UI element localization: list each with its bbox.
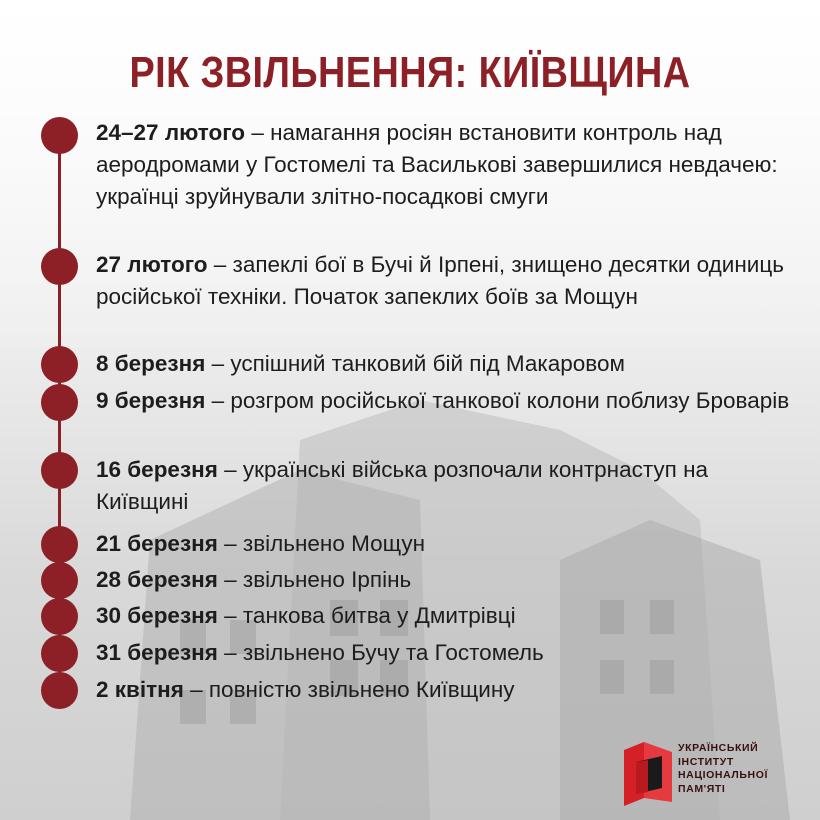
event-description: – звільнено Мощун	[217, 531, 426, 556]
event-date: 27 лютого	[96, 252, 208, 277]
event-description: – запеклі бої в Бучі й Ірпені, знищено десятки одиниць російської техніки. Початок запеклих боїв за Мощун	[96, 252, 784, 309]
event-text	[96, 249, 796, 313]
logo-line: УКРАЇНСЬКИЙ	[678, 742, 759, 754]
event-date: 30 березня	[96, 603, 218, 628]
event-description: – успішний танковий бій під Макаровом	[205, 351, 625, 376]
institute-name	[678, 742, 768, 796]
event-date: 31 березня	[96, 640, 218, 665]
event-date: 9 березня	[96, 388, 206, 413]
event-description: – повністю звільнено Київщину	[183, 677, 515, 702]
timeline-dot	[41, 452, 78, 489]
event-date: 24–27 лютого	[96, 120, 246, 145]
event-text	[96, 385, 796, 417]
event-text	[96, 600, 796, 632]
event-description: – розгром російської танкової колони поблизу Броварів	[205, 388, 790, 413]
event-text	[96, 564, 796, 596]
timeline-dot	[41, 117, 78, 154]
event-date: 2 квітня	[96, 677, 184, 702]
event-text	[96, 117, 796, 213]
event-text	[96, 348, 796, 380]
institute-logo-mark	[622, 740, 674, 806]
event-date: 16 березня	[96, 457, 218, 482]
event-description: – танкова битва у Дмитрівці	[217, 603, 516, 628]
logo-line: НАЦІОНАЛЬНОЇ	[678, 769, 768, 781]
event-text	[96, 637, 796, 669]
event-text	[96, 454, 796, 518]
timeline-dot	[41, 526, 78, 563]
event-description: – звільнено Ірпінь	[217, 567, 412, 592]
timeline-dot	[41, 562, 78, 599]
timeline-dot	[41, 346, 78, 383]
event-description: – звільнено Бучу та Гостомель	[217, 640, 544, 665]
timeline-dot	[41, 598, 78, 635]
event-text	[96, 674, 796, 706]
institute-logo	[622, 740, 812, 810]
event-description: – українські війська розпочали контрнаступ на Київщині	[96, 457, 709, 514]
timeline-dot	[41, 635, 78, 672]
event-date: 28 березня	[96, 567, 218, 592]
logo-line: ІНСТИТУТ	[678, 755, 734, 768]
timeline-dot	[41, 384, 78, 421]
event-date: 21 березня	[96, 531, 218, 556]
event-text	[96, 528, 796, 560]
timeline-dot	[41, 672, 78, 709]
logo-line: ПАМ'ЯТІ	[678, 782, 726, 795]
event-date: 8 березня	[96, 351, 206, 376]
page-title: РІК ЗВІЛЬНЕННЯ: КИЇВЩИНА	[129, 48, 691, 97]
event-description: – намагання росіян встановити контроль над аеродромами у Гостомелі та Василькові завершилися невдачею: українці зруйнували злітно-посадкові смуги	[96, 120, 778, 209]
timeline-dot	[41, 248, 78, 285]
